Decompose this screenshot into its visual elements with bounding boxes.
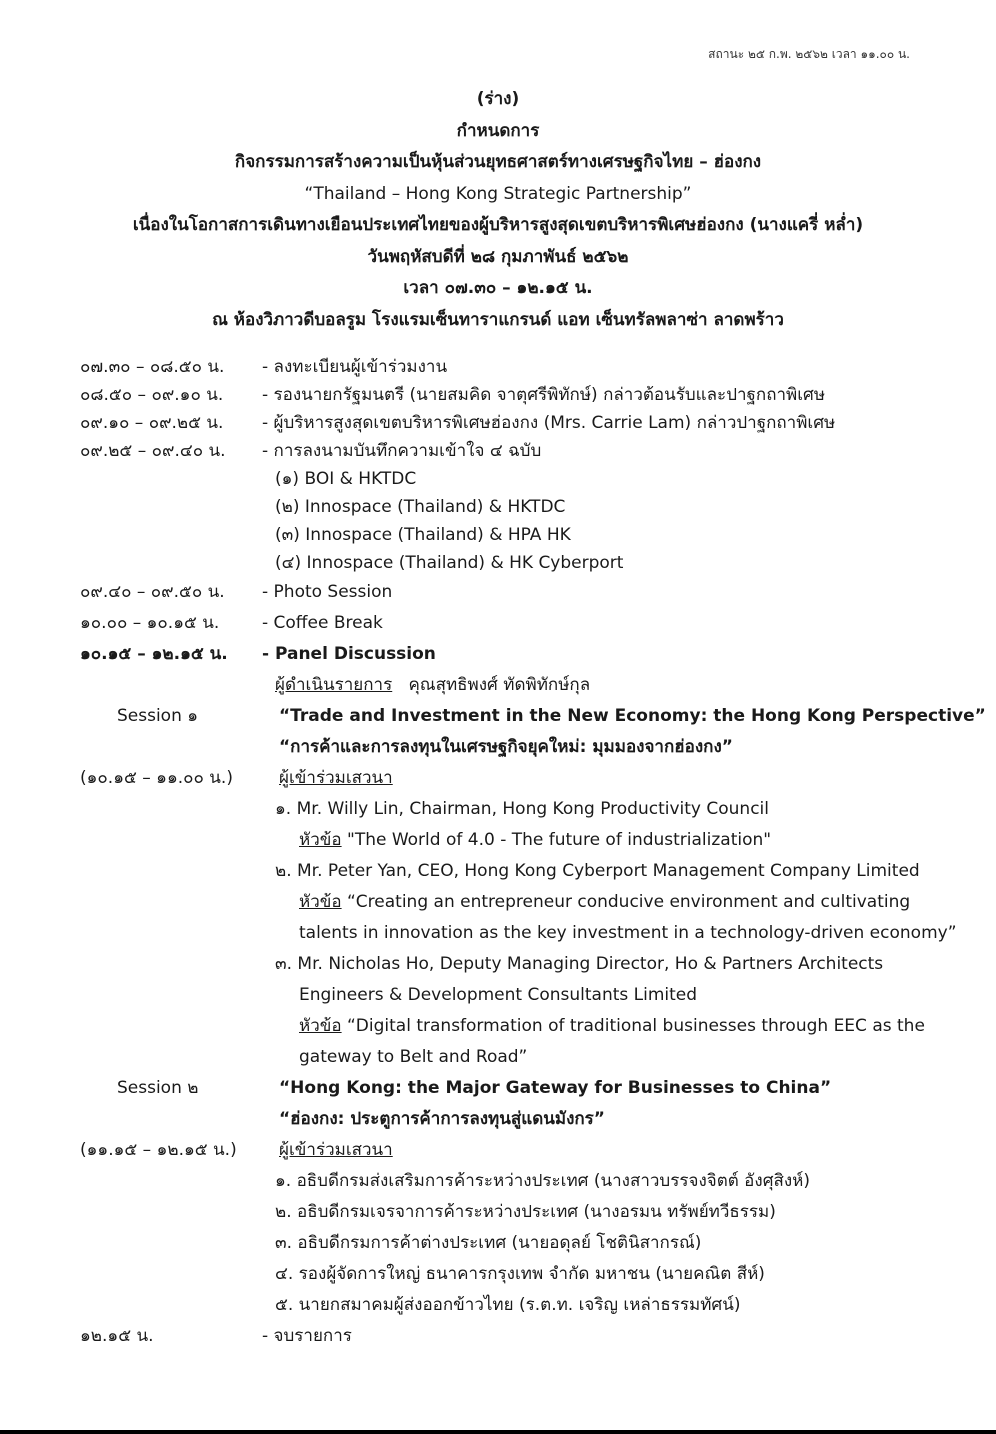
session-label: Session ๒ bbox=[117, 1078, 199, 1098]
topic-row bbox=[0, 918, 996, 949]
occasion: เนื่องในโอกาสการเดินทางเยือนประเทศไทยของผู้บริหารสูงสุดเขตบริหารพิเศษฮ่องกง (นางแครี่ หล่ำ) bbox=[132, 215, 864, 235]
speaker-row bbox=[0, 949, 996, 980]
topic-row bbox=[0, 825, 996, 856]
panelists-label: ผู้เข้าร่วมเสวนา bbox=[279, 768, 393, 788]
session-row bbox=[0, 1135, 996, 1166]
session-title-th: “การค้าและการลงทุนในเศรษฐกิจยุคใหม่: มุมมองจากฮ่องกง” bbox=[279, 737, 733, 757]
agenda-time: ๐๙.๑๐ – ๐๙.๒๕ น. bbox=[80, 413, 224, 433]
agenda-desc: - การลงนามบันทึกความเข้าใจ ๔ ฉบับ bbox=[262, 441, 542, 461]
speaker-row bbox=[0, 1166, 996, 1197]
topic-label: หัวข้อ bbox=[299, 830, 342, 850]
page-bottom-rule bbox=[0, 1430, 996, 1434]
speaker-name: Engineers & Development Consultants Limited bbox=[299, 985, 698, 1005]
agenda-time: ๑๒.๑๕ น. bbox=[80, 1326, 154, 1346]
mou-item: (๔) Innospace (Thailand) & HK Cyberport bbox=[275, 553, 624, 573]
speaker-row bbox=[0, 794, 996, 825]
session-row bbox=[0, 1073, 996, 1104]
session-title-en: “Hong Kong: the Major Gateway for Businesses to China” bbox=[279, 1078, 832, 1098]
speaker-row bbox=[0, 980, 996, 1011]
speaker-name: ๔. รองผู้จัดการใหญ่ ธนาคารกรุงเทพ จำกัด มหาชน (นายคณิต สีห์) bbox=[275, 1264, 765, 1284]
agenda-row bbox=[0, 409, 996, 437]
event-name: กิจกรรมการสร้างความเป็นหุ้นส่วนยุทธศาสตร์ทางเศรษฐกิจไทย – ฮ่องกง bbox=[234, 152, 762, 172]
mou-item: (๒) Innospace (Thailand) & HKTDC bbox=[275, 497, 566, 517]
speaker-name: ๑. Mr. Willy Lin, Chairman, Hong Kong Productivity Council bbox=[275, 799, 770, 819]
mou-item: (๑) BOI & HKTDC bbox=[275, 469, 417, 489]
agenda-time: ๐๙.๔๐ – ๐๙.๕๐ น. bbox=[80, 582, 225, 602]
mou-item: (๓) Innospace (Thailand) & HPA HK bbox=[275, 525, 571, 545]
speaker-name: ๓. Mr. Nicholas Ho, Deputy Managing Director, Ho & Partners Architects bbox=[275, 954, 884, 974]
session-title-th: “ฮ่องกง: ประตูการค้าการลงทุนสู่แดนมังกร” bbox=[279, 1109, 605, 1129]
topic-text: gateway to Belt and Road” bbox=[299, 1047, 528, 1067]
event-time: เวลา ๐๗.๓๐ – ๑๒.๑๕ น. bbox=[403, 278, 593, 298]
agenda-desc: - Panel Discussion bbox=[262, 644, 436, 664]
speaker-name: ๒. อธิบดีกรมเจรจาการค้าระหว่างประเทศ (นางอรมน ทรัพย์ทวีธรรม) bbox=[275, 1202, 776, 1222]
speaker-row bbox=[0, 856, 996, 887]
document-title: กำหนดการ bbox=[456, 120, 540, 141]
event-name-en: “Thailand – Hong Kong Strategic Partnership” bbox=[304, 183, 692, 204]
event-date: วันพฤหัสบดีที่ ๒๘ กุมภาพันธ์ ๒๕๖๒ bbox=[367, 246, 629, 267]
agenda-time: ๐๗.๓๐ – ๐๘.๕๐ น. bbox=[80, 357, 225, 377]
agenda-row bbox=[0, 577, 996, 608]
speaker-row bbox=[0, 1197, 996, 1228]
agenda-desc: - รองนายกรัฐมนตรี (นายสมคิด จาตุศรีพิทักษ์) กล่าวต้อนรับและปาฐกถาพิเศษ bbox=[262, 385, 826, 405]
topic-text: talents in innovation as the key investment in a technology-driven economy” bbox=[299, 923, 957, 943]
topic-text: “Creating an entrepreneur conducive environment and cultivating bbox=[341, 892, 911, 912]
moderator-name: คุณสุทธิพงศ์ ทัดพิทักษ์กุล bbox=[408, 675, 591, 695]
agenda-time: ๑๐.๑๕ – ๑๒.๑๕ น. bbox=[80, 644, 228, 664]
topic-label: หัวข้อ bbox=[299, 892, 342, 912]
agenda-desc: - Coffee Break bbox=[262, 613, 383, 633]
agenda-row bbox=[0, 608, 996, 639]
agenda-row bbox=[0, 639, 996, 670]
agenda bbox=[0, 353, 996, 1352]
document-status: สถานะ ๒๕ ก.พ. ๒๕๖๒ เวลา ๑๑.๐๐ น. bbox=[708, 47, 910, 61]
agenda-row bbox=[0, 353, 996, 381]
session-time: (๑๑.๑๕ – ๑๒.๑๕ น.) bbox=[80, 1140, 237, 1160]
speaker-row bbox=[0, 1290, 996, 1321]
speaker-row bbox=[0, 1259, 996, 1290]
panelists-label: ผู้เข้าร่วมเสวนา bbox=[279, 1140, 393, 1160]
speaker-row bbox=[0, 1228, 996, 1259]
draft-label: (ร่าง) bbox=[476, 89, 520, 109]
session-row bbox=[0, 763, 996, 794]
agenda-row bbox=[0, 437, 996, 465]
event-venue: ณ ห้องวิภาวดีบอลรูม โรงแรมเซ็นทาราแกรนด์ แอท เซ็นทรัลพลาซ่า ลาดพร้าว bbox=[212, 309, 784, 330]
agenda-time: ๐๙.๒๕ – ๐๙.๔๐ น. bbox=[80, 441, 226, 461]
agenda-time: ๑๐.๐๐ – ๑๐.๑๕ น. bbox=[80, 613, 220, 633]
session-row bbox=[0, 1104, 996, 1135]
topic-row bbox=[0, 1011, 996, 1042]
agenda-desc: - ลงทะเบียนผู้เข้าร่วมงาน bbox=[262, 357, 448, 377]
speaker-name: ๕. นายกสมาคมผู้ส่งออกข้าวไทย (ร.ต.ท. เจริญ เหล่าธรรมทัศน์) bbox=[275, 1295, 741, 1315]
topic-row bbox=[0, 1042, 996, 1073]
session-label: Session ๑ bbox=[117, 706, 199, 726]
moderator-label: ผู้ดำเนินรายการ bbox=[275, 675, 393, 695]
speaker-name: ๓. อธิบดีกรมการค้าต่างประเทศ (นายอดุลย์ โชตินิสากรณ์) bbox=[275, 1233, 702, 1253]
session-row bbox=[0, 701, 996, 732]
speaker-name: ๒. Mr. Peter Yan, CEO, Hong Kong Cyberport Management Company Limited bbox=[275, 861, 920, 881]
speaker-name: ๑. อธิบดีกรมส่งเสริมการค้าระหว่างประเทศ (นางสาวบรรจงจิตต์ อังศุสิงห์) bbox=[275, 1171, 811, 1191]
document-header bbox=[0, 84, 996, 336]
agenda-row bbox=[0, 1321, 996, 1352]
topic-text: "The World of 4.0 - The future of industrialization" bbox=[341, 830, 772, 850]
moderator-row bbox=[0, 670, 996, 701]
session-row bbox=[0, 732, 996, 763]
agenda-desc: - Photo Session bbox=[262, 582, 393, 602]
agenda-desc: - ผู้บริหารสูงสุดเขตบริหารพิเศษฮ่องกง (Mrs. Carrie Lam) กล่าวปาฐกถาพิเศษ bbox=[262, 413, 836, 433]
agenda-row bbox=[0, 381, 996, 409]
topic-row bbox=[0, 887, 996, 918]
agenda-desc: - จบรายการ bbox=[262, 1326, 352, 1346]
topic-label: หัวข้อ bbox=[299, 1016, 342, 1036]
agenda-time: ๐๘.๕๐ – ๐๙.๑๐ น. bbox=[80, 385, 224, 405]
session-title-en: “Trade and Investment in the New Economy: the Hong Kong Perspective” bbox=[279, 706, 986, 726]
topic-text: “Digital transformation of traditional businesses through EEC as the bbox=[341, 1016, 925, 1036]
session-time: (๑๐.๑๕ – ๑๑.๐๐ น.) bbox=[80, 768, 233, 788]
